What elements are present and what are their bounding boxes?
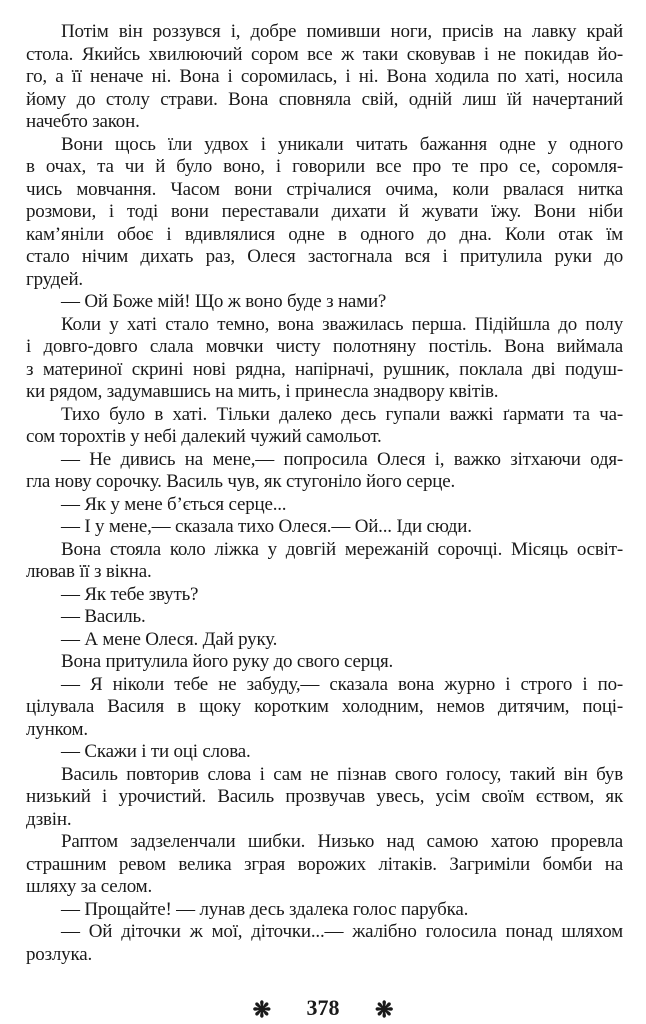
ornament-right-icon: ❋ xyxy=(375,996,394,1022)
text-line: шляху за селом. xyxy=(26,876,153,897)
text-line: Вона притулила його руку до свого серця. xyxy=(61,651,394,672)
text-line: лював її з вікна. xyxy=(26,561,152,582)
text-line: кам’яніли обоє і вдивлялися одне в одного до дна. Коли отак їм xyxy=(26,223,623,245)
page-number: 378 xyxy=(306,995,340,1020)
text-line: з материної скрині нові рядна, напірначі, рушник, поклала дві подуш- xyxy=(26,358,623,380)
text-line: сом торохтів у небі далекий чужий самольот. xyxy=(26,426,382,447)
text-line: Тихо було в хаті. Тільки далеко десь гупали важкі ґармати та ча- xyxy=(61,403,623,425)
text-line: дзвін. xyxy=(26,808,72,830)
text-line: грудей. xyxy=(26,268,83,290)
body-text xyxy=(26,0,623,966)
text-line: лунком. xyxy=(26,718,88,740)
text-line: Раптом задзеленчали шибки. Низько над самою хатою проревла xyxy=(61,831,623,852)
text-line: низький і урочистий. Василь прозвучав увесь, усім своїм єством, як xyxy=(26,786,623,807)
text-line: — Прощайте! — лунав десь здалека голос парубка. xyxy=(61,898,469,920)
text-line: — Ой діточки ж мої, діточки...— жалібно голосила понад шляхом xyxy=(61,921,623,942)
text-line: — Не дивись на мене,— попросила Олеся і, важко зітхаючи одя- xyxy=(61,448,623,470)
text-line: стола. Якийсь хвилюючий сором все ж таки сковував і не покидав йо- xyxy=(26,43,623,65)
text-line: ки рядом, задумавшись на мить, і принесла знадвору квітів. xyxy=(26,381,499,402)
text-line: — Як у мене б’ється серце... xyxy=(61,493,287,515)
text-line: — Скажи і ти оці слова. xyxy=(61,741,251,762)
text-line: Коли у хаті стало темно, вона зважилась перша. Підійшла до полу xyxy=(61,313,623,335)
text-line: розмови, і тоді вони переставали дихати й жувати їжу. Вони ніби xyxy=(26,201,623,222)
text-line: — Василь. xyxy=(61,606,146,627)
text-line: Василь повторив слова і сам не пізнав свого голосу, такий він був xyxy=(61,763,623,785)
text-line: — Як тебе звуть? xyxy=(61,583,199,605)
text-line: і довго-довго слала мовчки чисту полотняну постіль. Вона виймала xyxy=(26,336,623,357)
text-line: йому до столу страви. Вона сповняла свій, одній лиш їй начертаний xyxy=(26,88,623,110)
text-line: стало нічим дихать раз, Олеся застогнала вся і притулила руки до xyxy=(26,246,623,267)
text-line: гла нову сорочку. Василь чув, як стугоніло його серце. xyxy=(26,471,456,492)
text-line: цілувала Василя в щоку коротким холодним, немов дитячим, поці- xyxy=(26,696,623,717)
text-line: в очах, та чи й було воно, і говорили все про те про се, соромля- xyxy=(26,156,623,177)
text-line: Вона стояла коло ліжка у довгій мережаній сорочці. Місяць освіт- xyxy=(61,538,623,560)
text-line: — Ой Боже мій! Що ж воно буде з нами? xyxy=(61,291,387,312)
text-line: го, а її неначе ні. Вона і соромилась, і ні. Вона ходила по хаті, носила xyxy=(26,66,623,87)
text-line: — А мене Олеся. Дай руку. xyxy=(61,628,278,650)
page-footer xyxy=(0,995,646,1023)
text-line: — Я ніколи тебе не забуду,— сказала вона журно і строго і по- xyxy=(61,673,623,695)
text-line: начебто закон. xyxy=(26,111,140,132)
text-line: Потім він роззувся і, добре помивши ноги, присів на лавку край xyxy=(61,21,623,42)
text-line: страшним ревом велика зграя ворожих літаків. Загриміли бомби на xyxy=(26,853,623,875)
text-line: розлука. xyxy=(26,943,93,965)
ornament-left-icon: ❋ xyxy=(252,996,271,1022)
text-line: Вони щось їли удвох і уникали читать бажання одне у одного xyxy=(61,133,623,155)
text-line: — І у мене,— сказала тихо Олеся.— Ой... Іди сюди. xyxy=(61,516,472,537)
text-line: чись мовчання. Часом вони стрічалися очима, коли рвалася нитка xyxy=(26,178,623,200)
